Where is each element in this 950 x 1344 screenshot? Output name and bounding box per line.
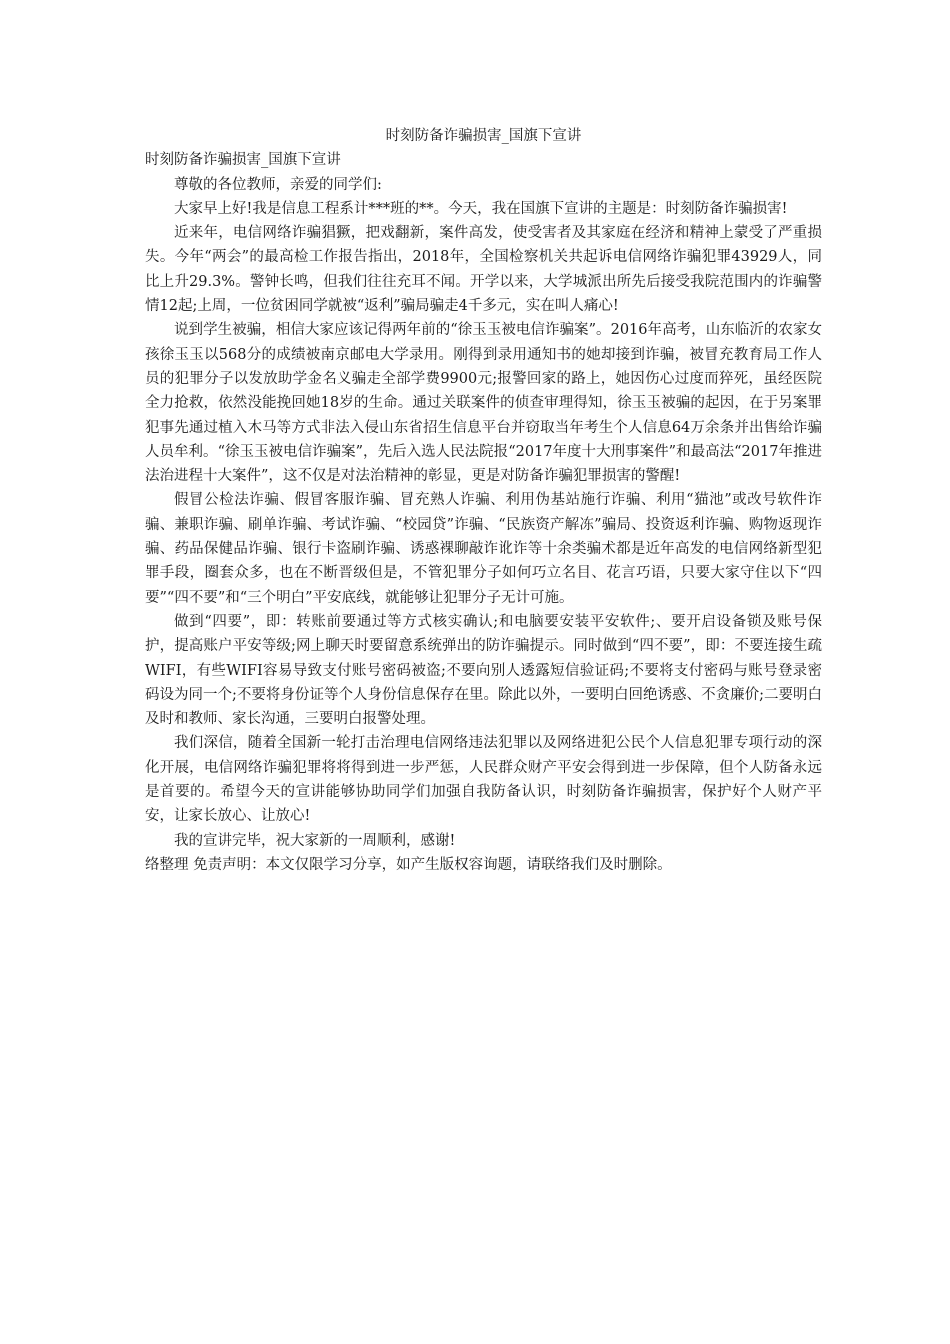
document-page [145,124,822,877]
paragraph-background: 近来年，电信网络诈骗猖獗，把戏翻新，案件高发，使受害者及其家庭在经济和精神上蒙受了严重损失。今年“两会”的最高检工作报告指出，2018年，全国检察机关共起诉电信网络诈骗犯罪43929人，同比上升29.3%。警钟长鸣，但我们往往充耳不闻。开学以来，大学城派出所先后接受我院范围内的诈骗警情12起;上周，一位贫困同学就被“返利”骗局骗走4千多元，实在叫人痛心! [145,225,822,315]
paragraph-conclusion: 我们深信，随着全国新一轮打击治理电信网络违法犯罪以及网络进犯公民个人信息犯罪专项行动的深化开展，电信网络诈骗犯罪将将得到进一步严惩，人民群众财产平安会得到进一步保障，但个人防备永远是首要的。希望今天的宣讲能够协助同学们加强自我防备认识，时刻防备诈骗损害，保护好个人财产平安，让家长放心、让放心! [145,735,822,825]
paragraph-case: 说到学生被骗，相信大家应该记得两年前的“徐玉玉被电信诈骗案”。2016年高考，山东临沂的农家女孩徐玉玉以568分的成绩被南京邮电大学录用。刚得到录用通知书的她却接到诈骗，被冒充教育局工作人员的犯罪分子以发放助学金名义骗走全部学费9900元;报警回家的路上，她因伤心过度而猝死，虽经医院全力抢救，依然没能挽回她18岁的生命。通过关联案件的侦查审理得知，徐玉玉被骗的起因，在于另案罪犯事先通过植入木马等方式非法入侵山东省招生信息平台并窃取当年考生个人信息64万余条并出售给诈骗人员牟利。“徐玉玉被电信诈骗案”，先后入选人民法院报“2017年度十大刑事案件”和最高法“2017年推进法治进程十大案件”，这不仅是对法治精神的彰显，更是对防备诈骗犯罪损害的警醒! [145,322,822,485]
document-title: 时刻防备诈骗损害_国旗下宣讲 [385,128,582,144]
disclaimer-footer: 络整理 免责声明：本文仅限学习分享，如产生版权容询题，请联络我们及时删除。 [145,856,672,873]
paragraph-closing: 我的宣讲完毕，祝大家新的一周顺利，感谢! [174,832,456,849]
document-subtitle: 时刻防备诈骗损害_国旗下宣讲 [145,152,341,169]
paragraph-intro: 大家早上好!我是信息工程系计***班的**。今天，我在国旗下宣讲的主题是：时刻防备诈骗损害! [174,200,788,217]
paragraph-fraud-types: 假冒公检法诈骗、假冒客服诈骗、冒充熟人诈骗、利用伪基站施行诈骗、利用“猫池”或改号软件诈骗、兼职诈骗、刷单诈骗、考试诈骗、“校园贷”诈骗、“民族资产解冻”骗局、投资返利诈骗、购物返现诈骗、药品保健品诈骗、银行卡盗刷诈骗、诱惑裸聊敲诈讹诈等十余类骗术都是近年高发的电信网络新型犯罪手段，圈套众多，也在不断晋级但是，不管犯罪分子如何巧立名目、花言巧语，只要大家守住以下“四要”“四不要”和“三个明白”平安底线，就能够让犯罪分子无计可施。 [145,492,822,606]
paragraph-greeting: 尊敬的各位教师，亲爱的同学们: [174,176,382,193]
paragraph-guidelines: 做到“四要”，即：转账前要通过等方式核实确认;和电脑要安装平安软件;、要开启设备锁及账号保护，提高账户平安等级;网上聊天时要留意系统弹出的防诈骗提示。同时做到“四不要”，即：不要连接生疏WIFI，有些WIFI容易导致支付账号密码被盗;不要向别人透露短信验证码;不要将支付密码与账号登录密码设为同一个;不要将身份证等个人身份信息保存在里。除此以外，一要明白回绝诱惑、不贪廉价;二要明白及时和教师、家长沟通，三要明白报警处理。 [145,613,822,728]
